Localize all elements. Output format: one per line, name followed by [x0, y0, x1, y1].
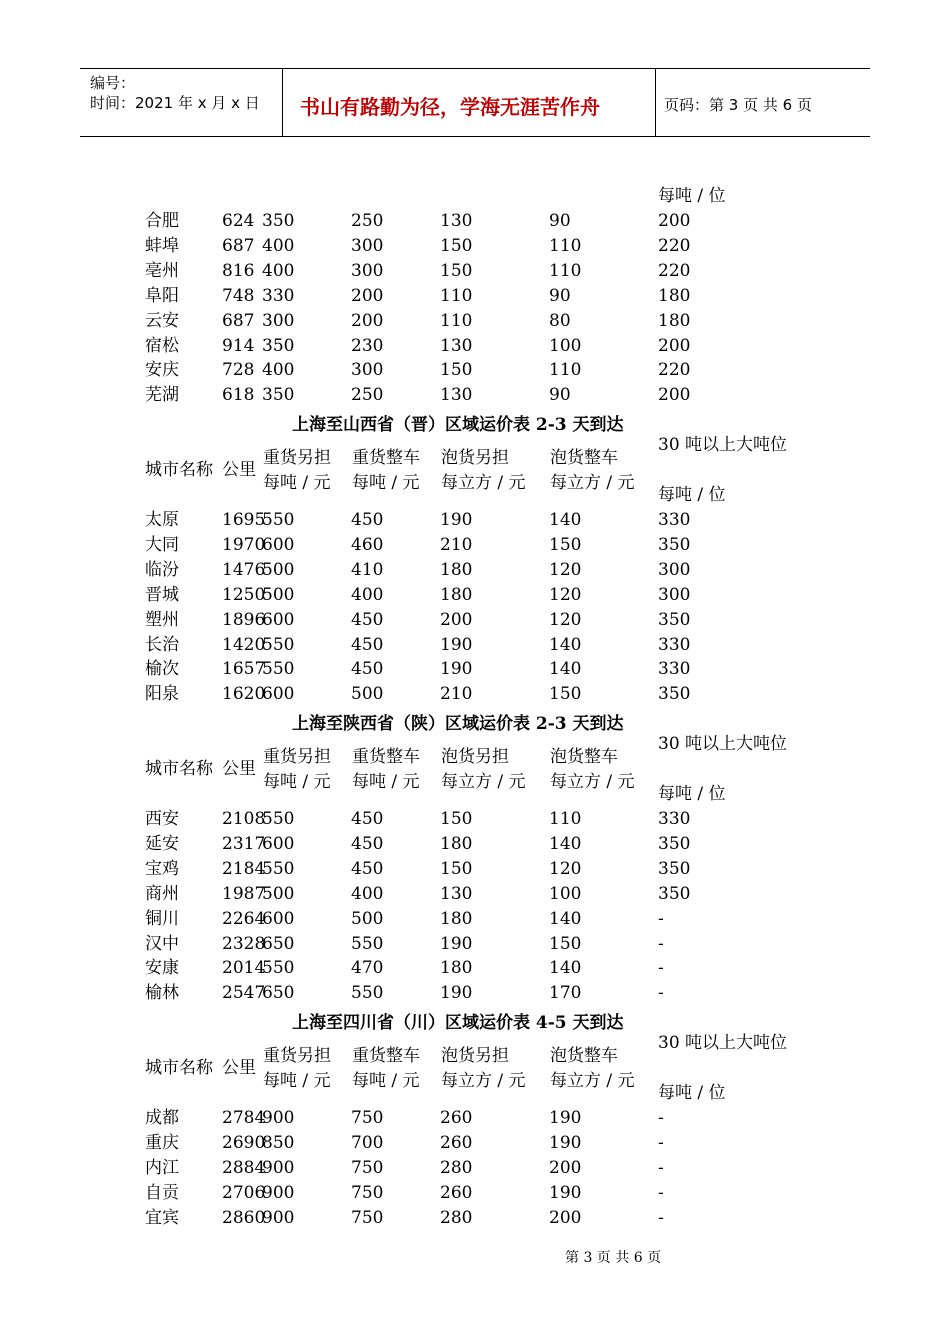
big-ton-cell: 200 [658, 385, 691, 406]
bulky-ftl-cell: 110 [549, 809, 582, 829]
big-ton-cell: - [658, 1108, 664, 1128]
city-cell: 内江 [145, 1157, 179, 1178]
heavy-ltl-cell: 500 [262, 559, 295, 580]
bulky-ftl-cell: 110 [549, 260, 582, 281]
km-cell: 1420 [222, 634, 266, 655]
heavy-ftl-cell: 460 [351, 534, 384, 555]
header-bulky-ftl: 泡货整车 [550, 448, 618, 468]
heavy-ltl-cell: 600 [262, 908, 295, 929]
header-big-ton: 30 吨以上大吨位 [658, 734, 788, 754]
header-bulky-ftl: 泡货整车 [550, 747, 618, 767]
heavy-ltl-cell: 550 [262, 809, 295, 829]
header-heavy-ftl: 重货整车 [352, 448, 420, 468]
big-ton-cell: - [658, 1157, 664, 1178]
bulky-ltl-cell: 190 [440, 634, 473, 655]
heavy-ftl-cell: 550 [351, 983, 384, 1004]
city-cell: 合肥 [145, 211, 179, 231]
km-cell: 2884 [222, 1157, 266, 1178]
header-heavy-ltl: 重货另担 [263, 1046, 331, 1066]
heavy-ltl-cell: 850 [262, 1132, 295, 1153]
city-cell: 阜阳 [145, 285, 179, 306]
header-heavy-ltl: 重货另担 [263, 747, 331, 767]
km-cell: 2690 [222, 1132, 266, 1153]
city-cell: 安康 [145, 958, 179, 979]
bulky-ltl-cell: 210 [440, 684, 473, 705]
bulky-ltl-cell: 180 [440, 559, 473, 580]
header-per-ton-yuan: 每吨 / 元 [352, 772, 420, 792]
bulky-ltl-cell: 180 [440, 958, 473, 979]
km-cell: 2317 [222, 833, 266, 854]
city-cell: 长治 [145, 634, 179, 655]
big-ton-cell: 330 [658, 510, 691, 530]
header-per-cbm-yuan: 每立方 / 元 [441, 1071, 526, 1091]
heavy-ftl-cell: 700 [351, 1132, 384, 1153]
city-cell: 自贡 [145, 1182, 179, 1203]
heavy-ftl-cell: 300 [351, 360, 384, 381]
heavy-ftl-cell: 200 [351, 310, 384, 331]
city-cell: 成都 [145, 1108, 179, 1128]
bulky-ftl-cell: 150 [549, 684, 582, 705]
top-residual-header: 每吨 / 位 [658, 186, 726, 206]
header-divider-right [655, 68, 656, 136]
bulky-ftl-cell: 80 [549, 310, 571, 331]
heavy-ftl-cell: 450 [351, 809, 384, 829]
heavy-ftl-cell: 300 [351, 260, 384, 281]
city-cell: 亳州 [145, 260, 179, 281]
bulky-ftl-cell: 120 [549, 559, 582, 580]
bulky-ltl-cell: 190 [440, 510, 473, 530]
bulky-ftl-cell: 190 [549, 1182, 582, 1203]
big-ton-cell: 200 [658, 335, 691, 356]
big-ton-cell: 350 [658, 883, 691, 904]
city-cell: 临汾 [145, 559, 179, 580]
bulky-ftl-cell: 140 [549, 833, 582, 854]
km-cell: 2547 [222, 983, 266, 1004]
heavy-ltl-cell: 550 [262, 958, 295, 979]
km-cell: 2706 [222, 1182, 266, 1203]
header-per-cbm-yuan: 每立方 / 元 [441, 473, 526, 493]
header-number-label: 编号： [90, 74, 136, 92]
bulky-ltl-cell: 180 [440, 833, 473, 854]
bulky-ltl-cell: 130 [440, 211, 473, 231]
km-cell: 2264 [222, 908, 266, 929]
heavy-ftl-cell: 450 [351, 634, 384, 655]
heavy-ltl-cell: 350 [262, 211, 295, 231]
km-cell: 1476 [222, 559, 266, 580]
km-cell: 2784 [222, 1108, 266, 1128]
header-per-ton-yuan: 每吨 / 元 [263, 473, 331, 493]
header-divider-left [282, 68, 283, 136]
bulky-ftl-cell: 90 [549, 385, 571, 406]
bulky-ltl-cell: 180 [440, 908, 473, 929]
heavy-ftl-cell: 450 [351, 659, 384, 680]
big-ton-cell: 220 [658, 235, 691, 256]
header-per-ton-yuan: 每吨 / 元 [352, 473, 420, 493]
city-cell: 太原 [145, 510, 179, 530]
header-km: 公里 [222, 759, 256, 779]
bulky-ftl-cell: 190 [549, 1108, 582, 1128]
header-per-ton-wei: 每吨 / 位 [658, 784, 726, 804]
heavy-ltl-cell: 550 [262, 634, 295, 655]
big-ton-cell: 350 [658, 684, 691, 705]
page-footer: 第 3 页 共 6 页 [565, 1250, 662, 1266]
city-cell: 安庆 [145, 360, 179, 381]
km-cell: 1987 [222, 883, 266, 904]
bulky-ftl-cell: 170 [549, 983, 582, 1004]
header-top-rule [80, 68, 870, 69]
header-km: 公里 [222, 460, 256, 480]
bulky-ftl-cell: 190 [549, 1132, 582, 1153]
big-ton-cell: 180 [658, 285, 691, 306]
km-cell: 816 [222, 260, 255, 281]
heavy-ltl-cell: 350 [262, 385, 295, 406]
big-ton-cell: - [658, 1132, 664, 1153]
heavy-ltl-cell: 650 [262, 933, 295, 954]
bulky-ltl-cell: 130 [440, 883, 473, 904]
header-km: 公里 [222, 1058, 256, 1078]
bulky-ltl-cell: 280 [440, 1157, 473, 1178]
heavy-ltl-cell: 600 [262, 609, 295, 630]
big-ton-cell: - [658, 933, 664, 954]
big-ton-cell: 300 [658, 584, 691, 605]
bulky-ltl-cell: 150 [440, 858, 473, 879]
bulky-ltl-cell: 260 [440, 1108, 473, 1128]
city-cell: 宝鸡 [145, 858, 179, 879]
header-big-ton: 30 吨以上大吨位 [658, 435, 788, 455]
big-ton-cell: 330 [658, 659, 691, 680]
city-cell: 塑州 [145, 609, 179, 630]
header-heavy-ftl: 重货整车 [352, 1046, 420, 1066]
bulky-ftl-cell: 110 [549, 360, 582, 381]
bulky-ftl-cell: 140 [549, 634, 582, 655]
bulky-ftl-cell: 120 [549, 609, 582, 630]
bulky-ftl-cell: 110 [549, 235, 582, 256]
bulky-ltl-cell: 280 [440, 1207, 473, 1228]
bulky-ltl-cell: 190 [440, 659, 473, 680]
city-cell: 蚌埠 [145, 235, 179, 256]
heavy-ftl-cell: 470 [351, 958, 384, 979]
bulky-ftl-cell: 120 [549, 858, 582, 879]
bulky-ftl-cell: 90 [549, 285, 571, 306]
city-cell: 商州 [145, 883, 179, 904]
bulky-ltl-cell: 150 [440, 360, 473, 381]
bulky-ltl-cell: 180 [440, 584, 473, 605]
km-cell: 1896 [222, 609, 266, 630]
heavy-ftl-cell: 450 [351, 858, 384, 879]
header-city: 城市名称 [145, 759, 213, 779]
heavy-ltl-cell: 400 [262, 360, 295, 381]
heavy-ftl-cell: 750 [351, 1108, 384, 1128]
big-ton-cell: 300 [658, 559, 691, 580]
heavy-ltl-cell: 300 [262, 310, 295, 331]
big-ton-cell: - [658, 958, 664, 979]
bulky-ftl-cell: 140 [549, 908, 582, 929]
header-page-label: 页码：第 3 页 共 6 页 [664, 96, 812, 114]
km-cell: 914 [222, 335, 255, 356]
header-heavy-ftl: 重货整车 [352, 747, 420, 767]
heavy-ftl-cell: 450 [351, 833, 384, 854]
big-ton-cell: 200 [658, 211, 691, 231]
km-cell: 2108 [222, 809, 266, 829]
heavy-ltl-cell: 500 [262, 584, 295, 605]
city-cell: 晋城 [145, 584, 179, 605]
bulky-ltl-cell: 130 [440, 335, 473, 356]
km-cell: 2014 [222, 958, 266, 979]
bulky-ltl-cell: 150 [440, 809, 473, 829]
big-ton-cell: 180 [658, 310, 691, 331]
km-cell: 1620 [222, 684, 266, 705]
bulky-ftl-cell: 140 [549, 510, 582, 530]
bulky-ltl-cell: 150 [440, 235, 473, 256]
heavy-ltl-cell: 550 [262, 659, 295, 680]
km-cell: 687 [222, 235, 255, 256]
header-per-ton-yuan: 每吨 / 元 [352, 1071, 420, 1091]
bulky-ftl-cell: 140 [549, 958, 582, 979]
city-cell: 大同 [145, 534, 179, 555]
heavy-ftl-cell: 550 [351, 933, 384, 954]
heavy-ltl-cell: 550 [262, 510, 295, 530]
heavy-ftl-cell: 400 [351, 584, 384, 605]
bulky-ftl-cell: 100 [549, 335, 582, 356]
km-cell: 624 [222, 211, 255, 231]
heavy-ftl-cell: 500 [351, 684, 384, 705]
bulky-ftl-cell: 200 [549, 1157, 582, 1178]
city-cell: 云安 [145, 310, 179, 331]
km-cell: 1970 [222, 534, 266, 555]
header-per-ton-yuan: 每吨 / 元 [263, 772, 331, 792]
city-cell: 芜湖 [145, 385, 179, 406]
km-cell: 2860 [222, 1207, 266, 1228]
bulky-ltl-cell: 110 [440, 285, 473, 306]
bulky-ltl-cell: 190 [440, 933, 473, 954]
city-cell: 延安 [145, 833, 179, 854]
header-bottom-rule [80, 136, 870, 137]
header-bulky-ltl: 泡货另担 [441, 1046, 509, 1066]
city-cell: 汉中 [145, 933, 179, 954]
km-cell: 2184 [222, 858, 266, 879]
big-ton-cell: 350 [658, 534, 691, 555]
city-cell: 重庆 [145, 1132, 179, 1153]
city-cell: 宿松 [145, 335, 179, 356]
bulky-ltl-cell: 210 [440, 534, 473, 555]
header-per-ton-wei: 每吨 / 位 [658, 485, 726, 505]
heavy-ltl-cell: 600 [262, 534, 295, 555]
heavy-ltl-cell: 500 [262, 883, 295, 904]
city-cell: 宜宾 [145, 1207, 179, 1228]
heavy-ftl-cell: 500 [351, 908, 384, 929]
header-motto: 书山有路勤为径，学海无涯苦作舟 [300, 95, 600, 119]
heavy-ftl-cell: 750 [351, 1157, 384, 1178]
header-per-ton-yuan: 每吨 / 元 [263, 1071, 331, 1091]
section-title: 上海至陕西省（陕）区域运价表 2-3 天到达 [292, 714, 624, 734]
heavy-ltl-cell: 900 [262, 1207, 295, 1228]
section-title: 上海至四川省（川）区域运价表 4-5 天到达 [292, 1013, 624, 1033]
heavy-ltl-cell: 600 [262, 833, 295, 854]
city-cell: 西安 [145, 809, 179, 829]
heavy-ftl-cell: 300 [351, 235, 384, 256]
header-per-cbm-yuan: 每立方 / 元 [550, 473, 635, 493]
big-ton-cell: 330 [658, 634, 691, 655]
big-ton-cell: - [658, 1182, 664, 1203]
bulky-ltl-cell: 260 [440, 1132, 473, 1153]
bulky-ltl-cell: 190 [440, 983, 473, 1004]
heavy-ftl-cell: 250 [351, 211, 384, 231]
bulky-ftl-cell: 150 [549, 534, 582, 555]
header-big-ton: 30 吨以上大吨位 [658, 1033, 788, 1053]
km-cell: 618 [222, 385, 255, 406]
header-city: 城市名称 [145, 1058, 213, 1078]
city-cell: 榆林 [145, 983, 179, 1004]
km-cell: 1695 [222, 510, 266, 530]
km-cell: 1657 [222, 659, 266, 680]
bulky-ftl-cell: 140 [549, 659, 582, 680]
city-cell: 铜川 [145, 908, 179, 929]
bulky-ftl-cell: 200 [549, 1207, 582, 1228]
heavy-ltl-cell: 900 [262, 1108, 295, 1128]
heavy-ftl-cell: 230 [351, 335, 384, 356]
section-title: 上海至山西省（晋）区域运价表 2-3 天到达 [292, 415, 624, 435]
km-cell: 687 [222, 310, 255, 331]
big-ton-cell: 330 [658, 809, 691, 829]
heavy-ftl-cell: 750 [351, 1207, 384, 1228]
heavy-ltl-cell: 900 [262, 1157, 295, 1178]
bulky-ltl-cell: 150 [440, 260, 473, 281]
heavy-ftl-cell: 410 [351, 559, 384, 580]
heavy-ltl-cell: 600 [262, 684, 295, 705]
heavy-ltl-cell: 900 [262, 1182, 295, 1203]
km-cell: 1250 [222, 584, 266, 605]
bulky-ftl-cell: 100 [549, 883, 582, 904]
heavy-ftl-cell: 400 [351, 883, 384, 904]
header-per-cbm-yuan: 每立方 / 元 [550, 1071, 635, 1091]
city-cell: 榆次 [145, 659, 179, 680]
city-cell: 阳泉 [145, 684, 179, 705]
header-time-label: 时间：2021 年 x 月 x 日 [90, 94, 260, 112]
bulky-ftl-cell: 150 [549, 933, 582, 954]
heavy-ltl-cell: 650 [262, 983, 295, 1004]
big-ton-cell: - [658, 908, 664, 929]
bulky-ltl-cell: 260 [440, 1182, 473, 1203]
heavy-ltl-cell: 400 [262, 235, 295, 256]
header-city: 城市名称 [145, 460, 213, 480]
bulky-ftl-cell: 90 [549, 211, 571, 231]
heavy-ltl-cell: 330 [262, 285, 295, 306]
heavy-ftl-cell: 250 [351, 385, 384, 406]
heavy-ftl-cell: 450 [351, 609, 384, 630]
km-cell: 748 [222, 285, 255, 306]
heavy-ftl-cell: 750 [351, 1182, 384, 1203]
big-ton-cell: 350 [658, 858, 691, 879]
km-cell: 728 [222, 360, 255, 381]
heavy-ltl-cell: 400 [262, 260, 295, 281]
big-ton-cell: 350 [658, 609, 691, 630]
bulky-ltl-cell: 200 [440, 609, 473, 630]
big-ton-cell: 350 [658, 833, 691, 854]
big-ton-cell: 220 [658, 260, 691, 281]
header-bulky-ltl: 泡货另担 [441, 448, 509, 468]
heavy-ltl-cell: 550 [262, 858, 295, 879]
header-bulky-ltl: 泡货另担 [441, 747, 509, 767]
bulky-ltl-cell: 130 [440, 385, 473, 406]
km-cell: 2328 [222, 933, 266, 954]
bulky-ltl-cell: 110 [440, 310, 473, 331]
bulky-ftl-cell: 120 [549, 584, 582, 605]
big-ton-cell: 220 [658, 360, 691, 381]
header-heavy-ltl: 重货另担 [263, 448, 331, 468]
heavy-ltl-cell: 350 [262, 335, 295, 356]
header-per-cbm-yuan: 每立方 / 元 [550, 772, 635, 792]
heavy-ftl-cell: 200 [351, 285, 384, 306]
header-bulky-ftl: 泡货整车 [550, 1046, 618, 1066]
heavy-ftl-cell: 450 [351, 510, 384, 530]
big-ton-cell: - [658, 983, 664, 1004]
big-ton-cell: - [658, 1207, 664, 1228]
header-per-ton-wei: 每吨 / 位 [658, 1083, 726, 1103]
header-per-cbm-yuan: 每立方 / 元 [441, 772, 526, 792]
